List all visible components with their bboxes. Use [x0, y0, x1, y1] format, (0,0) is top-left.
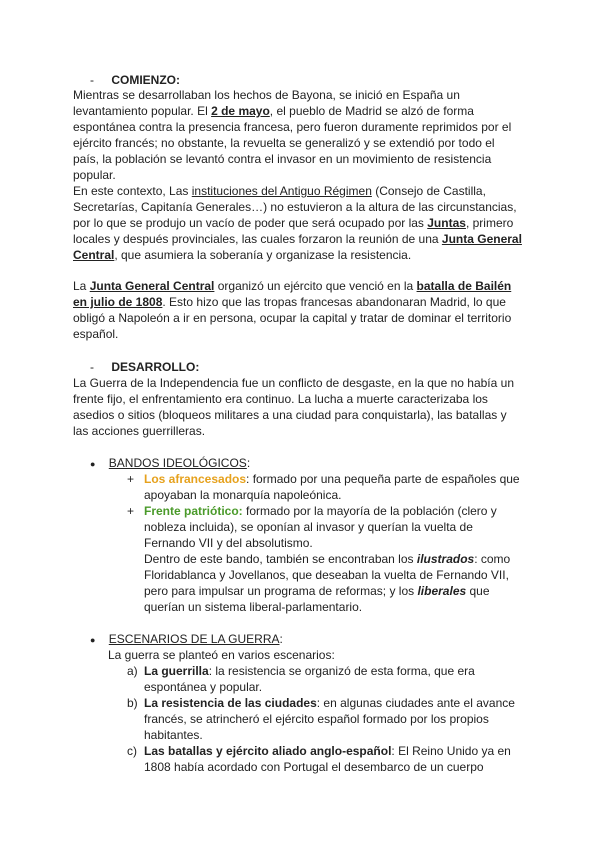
text-line: Central, que asumiera la soberanía y organizase la resistencia. — [73, 248, 412, 262]
junta-general-term: Junta General — [441, 232, 522, 246]
plus-marker: + — [127, 472, 135, 486]
desarrollo-title: DESARROLLO: — [111, 360, 200, 374]
text-line: en julio de 1808. Esto hizo que las tropas francesas abandonaran Madrid, lo que — [73, 295, 506, 309]
bandos-title: BANDOS IDEOLÓGICOS — [108, 456, 247, 470]
text-line: ejército francés; no obstante, la revuelta se generalizó y se extendió por todo el — [73, 136, 495, 150]
text-line: popular. — [73, 168, 116, 182]
text-line: Frente patriótico: formado por la mayoría de la población (clero y — [144, 504, 497, 518]
text-line: La resistencia de las ciudades: en algunas ciudades ante el avance — [144, 696, 515, 710]
text-line: Dentro de este bando, también se encontraban los ilustrados: como — [144, 552, 511, 566]
text-line: espontánea contra la presencia francesa, pero fueron duramente reprimidos por el — [73, 120, 512, 134]
text-line: La Junta General Central organizó un ejército que venció en la batalla de Bailén — [73, 279, 512, 293]
text-line: La Guerra de la Independencia fue un conflicto de desgaste, en la que no había un — [73, 376, 514, 390]
central-term: Central — [73, 248, 115, 262]
frente-patriotico-label: Frente patriótico: — [144, 504, 243, 518]
text-line: francés, se atrincheró el ejército español formado por los propios — [144, 712, 489, 726]
list-marker: a) — [127, 664, 138, 678]
escenarios-heading: ● ESCENARIOS DE LA GUERRA: — [90, 632, 283, 646]
list-marker: b) — [127, 696, 138, 710]
plus-marker: + — [127, 504, 135, 518]
text-line: Secretarías, Capitanía Generales…) no estuvieron a la altura de las circunstancias, — [73, 200, 517, 214]
julio-1808-term: en julio de 1808 — [73, 295, 163, 309]
batalla-bailen-term: batalla de Bailén — [416, 279, 512, 293]
text-line: por lo que se produjo un vacío de poder que será ocupado por las Juntas, primero — [73, 216, 514, 230]
text-line: Mientras se desarrollaban los hechos de Bayona, se inició en España un — [73, 88, 460, 102]
text-line: frente fijo, el enfrentamiento era continuo. La lucha a muerte caracterizaba los — [73, 392, 488, 406]
patriotico-item — [127, 504, 134, 519]
list-dash: - — [90, 360, 94, 374]
text-line: En este contexto, Las instituciones del Antiguo Régimen (Consejo de Castilla, — [73, 184, 486, 198]
text-line: querían un sistema liberal-parlamentario. — [144, 600, 363, 614]
escenarios-title: ESCENARIOS DE LA GUERRA — [108, 632, 280, 646]
bandos-heading: ● BANDOS IDEOLÓGICOS: — [90, 456, 251, 470]
text-line: asedios o sitios (bloqueos militares a una ciudad para conquistarla), las batallas y — [73, 408, 507, 422]
text-line: Fernando VII y del absolutismo. — [144, 536, 313, 550]
text-line: Las batallas y ejército aliado anglo-español: El Reino Unido ya en — [144, 744, 511, 758]
ilustrados-term: ilustrados — [416, 552, 475, 566]
comienzo-heading — [90, 73, 180, 88]
list-marker: c) — [127, 744, 137, 758]
liberales-term: liberales — [417, 584, 467, 598]
text-line: español. — [73, 327, 119, 341]
resistencia-ciudades-term: La resistencia de las ciudades — [144, 696, 317, 710]
junta-general-central-term: Junta General Central — [89, 279, 215, 293]
text-line: Floridablanca y Jovellanos, que deseaban la vuelta de Fernando VII, — [144, 568, 509, 582]
text-line: locales y después provinciales, las cuales forzaron la reunión de una Junta General — [73, 232, 522, 246]
desarrollo-heading — [90, 360, 199, 375]
text-line: La guerrilla: la resistencia se organizó de esta forma, que era — [144, 664, 475, 678]
text-line: pero para impulsar un programa de reformas; y los liberales que — [144, 584, 490, 598]
text-line: obligó a Napoleón a ir en persona, ocupar la capital y tratar de dominar el territorio — [73, 311, 512, 325]
bullet-icon: ● — [90, 635, 96, 645]
text-line: país, la población se levantó contra el invasor en un movimiento de resistencia — [73, 152, 492, 166]
date-2-de-mayo: 2 de mayo — [211, 104, 270, 118]
batallas-ejercito-term: Las batallas y ejército aliado anglo-español — [144, 744, 392, 758]
text-line: 1808 había acordado con Portugal el desembarco de un cuerpo — [144, 760, 484, 774]
text-line: habitantes. — [144, 728, 203, 742]
bullet-icon: ● — [90, 459, 96, 469]
afrancesados-label: Los afrancesados — [144, 472, 247, 486]
text-line: nobleza incluida), se oponían al invasor y querían la vuelta de — [144, 520, 473, 534]
comienzo-title: COMIENZO: — [111, 73, 181, 87]
antiguo-regimen-term: instituciones del Antiguo Régimen — [191, 184, 372, 198]
list-dash: - — [90, 73, 94, 87]
juntas-term: Juntas — [427, 216, 466, 230]
text-line: apoyaban la monarquía napoleónica. — [144, 488, 342, 502]
guerrilla-term: La guerrilla — [144, 664, 209, 678]
text-line: espontánea y popular. — [144, 680, 263, 694]
text-line: La guerra se planteó en varios escenarios: — [108, 648, 335, 662]
text-line: levantamiento popular. El 2 de mayo, el pueblo de Madrid se alzó de forma — [73, 104, 474, 118]
afrancesados-item — [127, 472, 134, 487]
text-line: Los afrancesados: formado por una pequeña parte de españoles que — [144, 472, 520, 486]
text-line: las acciones guerrilleras. — [73, 424, 206, 438]
